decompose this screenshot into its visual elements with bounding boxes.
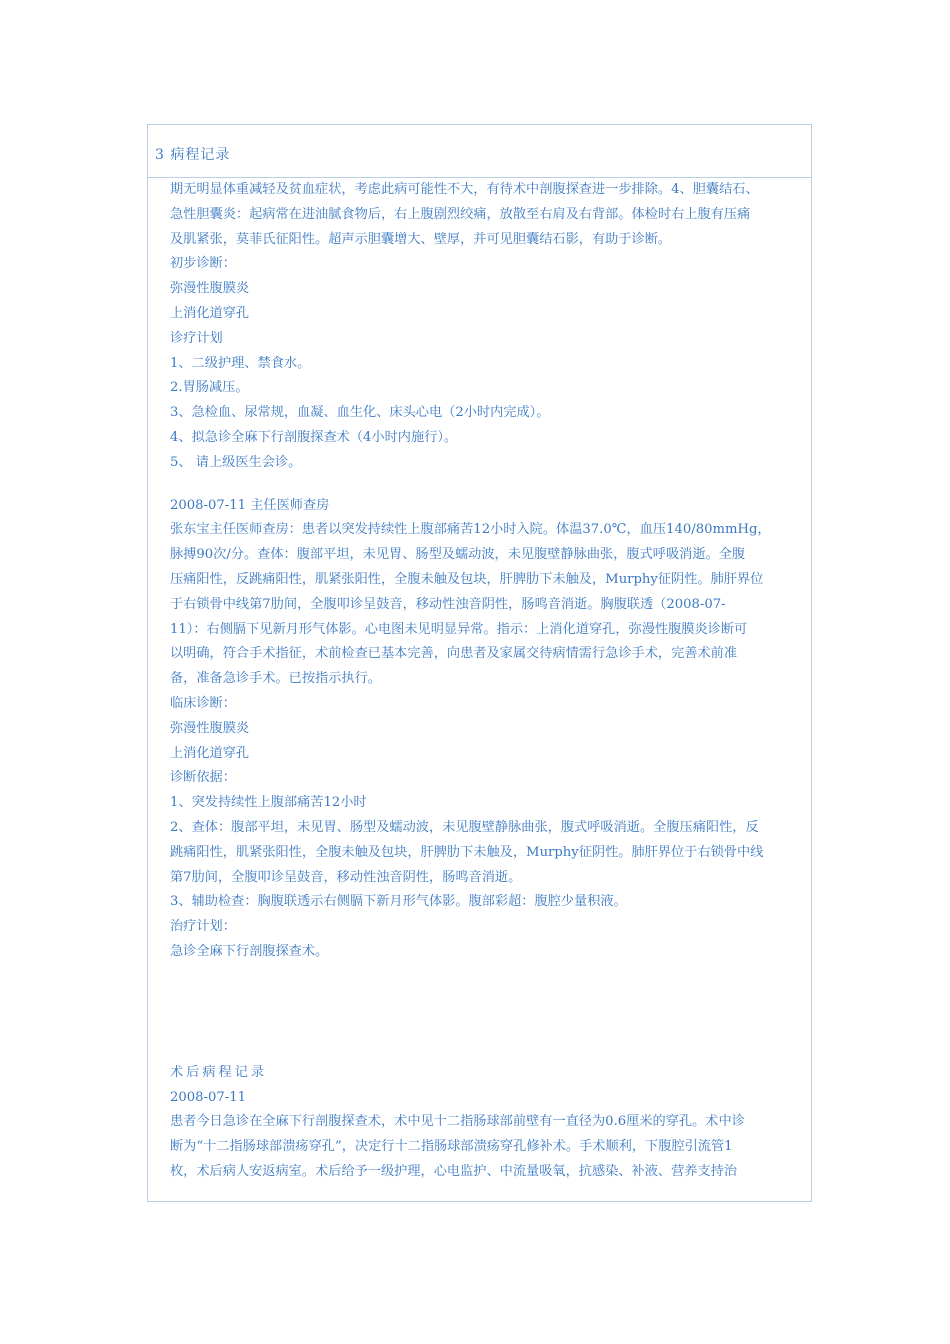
text-line: 急性胆囊炎：起病常在进油腻食物后，右上腹剧烈绞痛，放散至右肩及右背部。体检时右上腹有压痛 xyxy=(170,206,751,222)
plan-item: 急诊全麻下行剖腹探查术。 xyxy=(170,943,329,959)
section-heading: 诊疗计划 xyxy=(170,330,223,346)
basis-item: 3、辅助检查：胸腹联透示右侧膈下新月形气体影。腹部彩超：腹腔少量积液。 xyxy=(170,894,627,910)
text-line: 以明确，符合手术指征，术前检查已基本完善，向患者及家属交待病情需行急诊手术，完善术前准 xyxy=(170,646,738,662)
text-line: 11）：右侧膈下见新月形气体影。心电图未见明显异常。指示：上消化道穿孔，弥漫性腹膜炎诊断可 xyxy=(170,621,748,637)
diagnosis-item: 弥漫性腹膜炎 xyxy=(170,720,250,736)
section-heading: 诊断依据： xyxy=(170,770,236,786)
text-line: 患者今日急诊在全麻下行剖腹探查术，术中见十二指肠球部前壁有一直径为0.6厘米的穿孔。术中诊 xyxy=(170,1114,745,1130)
basis-item: 跳痛阳性，肌紧张阳性，全腹未触及包块，肝脾肋下未触及，Murphy征阴性。肺肝界位于右锁骨中线 xyxy=(170,844,764,860)
section-heading: 治疗计划： xyxy=(170,919,236,935)
basis-item: 1、突发持续性上腹部痛苦12小时 xyxy=(170,795,367,811)
spacer xyxy=(170,476,790,494)
text-line: 枚，术后病人安返病室。术后给予一级护理，心电监护、中流量吸氧，抗感染、补液、营养支持治 xyxy=(170,1163,738,1179)
plan-item: 3、急检血、尿常规，血凝、血生化、床头心电（2小时内完成）。 xyxy=(170,405,550,421)
record-content xyxy=(170,178,790,1185)
plan-item: 2.胃肠减压。 xyxy=(170,380,249,396)
text-line: 压痛阳性，反跳痛阳性，肌紧张阳性，全腹未触及包块，肝脾肋下未触及，Murphy征阴性。肺肝界位 xyxy=(170,571,764,587)
text-line: 备，准备急诊手术。已按指示执行。 xyxy=(170,671,381,687)
basis-item: 第7肋间，全腹叩诊呈鼓音，移动性浊音阴性，肠鸣音消逝。 xyxy=(170,869,522,885)
text-line: 及肌紧张，莫菲氏征阳性。超声示胆囊增大、壁厚，并可见胆囊结石影，有助于诊断。 xyxy=(170,231,672,247)
section-heading: 初步诊断： xyxy=(170,256,236,272)
page-title: 3 病程记录 xyxy=(155,147,231,163)
diagnosis-item: 上消化道穿孔 xyxy=(170,745,250,761)
diagnosis-item: 弥漫性腹膜炎 xyxy=(170,281,250,297)
postop-record-date: 2008-07-11 xyxy=(170,1089,247,1105)
text-line: 断为“十二指肠球部溃疡穿孔”，决定行十二指肠球部溃疡穿孔修补术。手术顺利，下腹腔引流管1 xyxy=(170,1139,733,1155)
record-header xyxy=(148,125,811,178)
record-frame xyxy=(147,124,812,1202)
text-line: 于右锁骨中线第7肋间，全腹叩诊呈鼓音，移动性浊音阴性，肠鸣音消逝。胸腹联透（2008-07- xyxy=(170,596,726,612)
ward-round-heading: 2008-07-11 主任医师查房 xyxy=(170,497,330,513)
basis-item: 2、查体：腹部平坦，未见胃、肠型及蠕动波，未见腹壁静脉曲张，腹式呼吸消逝。全腹压痛阳性，反 xyxy=(170,819,759,835)
text-line: 脉搏90次/分。查体：腹部平坦，未见胃、肠型及蠕动波，未见腹壁静脉曲张，腹式呼吸消逝。全腹 xyxy=(170,547,746,563)
spacer xyxy=(170,965,790,1061)
section-heading: 临床诊断： xyxy=(170,695,236,711)
plan-item: 1、二级护理、禁食水。 xyxy=(170,355,311,371)
plan-item: 4、拟急诊全麻下行剖腹探查术（4小时内施行）。 xyxy=(170,429,458,445)
postop-record-title: 术后病程记录 xyxy=(170,1064,268,1080)
diagnosis-item: 上消化道穿孔 xyxy=(170,305,250,321)
plan-item: 5、 请上级医生会诊。 xyxy=(170,454,302,470)
text-line: 张东宝主任医师查房：患者以突发持续性上腹部痛苦12小时入院。体温37.0℃，血压140/80mmHg， xyxy=(170,522,771,538)
text-line: 期无明显体重减轻及贫血症状，考虑此病可能性不大，有待术中剖腹探查进一步排除。4、胆囊结石、 xyxy=(170,182,759,197)
